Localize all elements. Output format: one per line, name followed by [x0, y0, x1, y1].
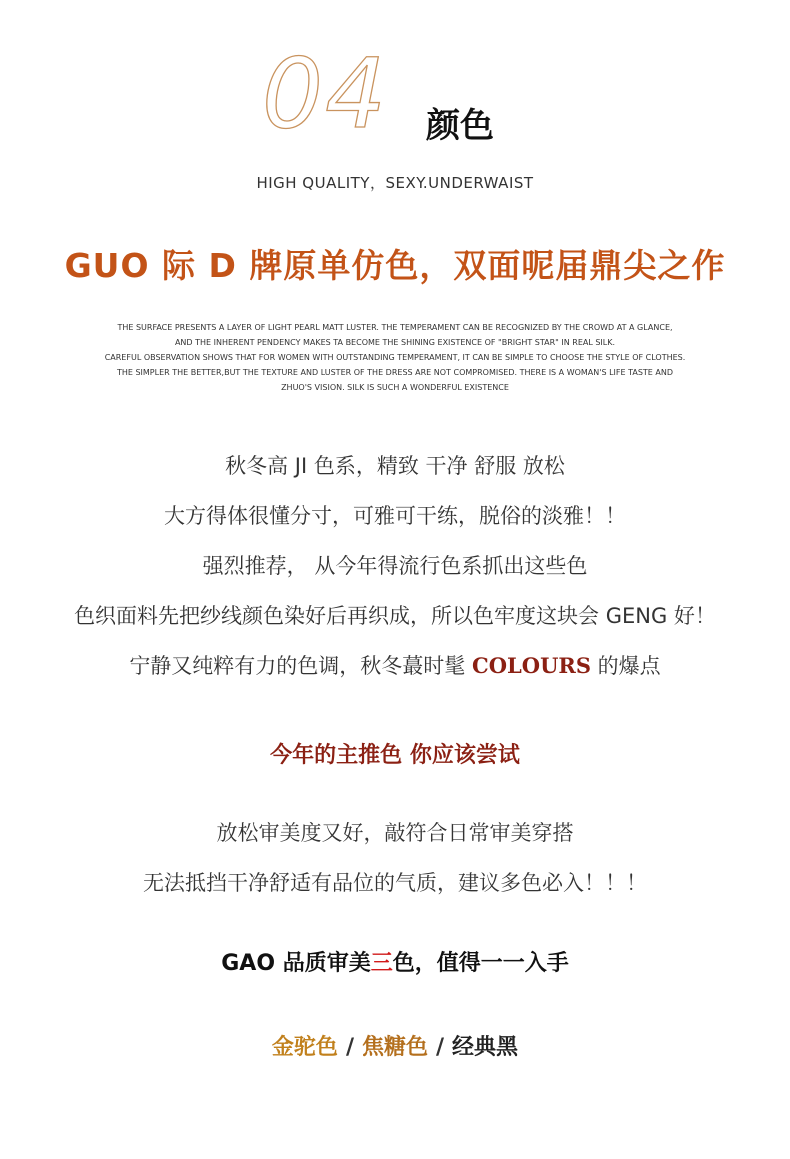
line-text: 的爆点 [591, 654, 661, 678]
section-title: 颜色 [426, 106, 494, 146]
feature-line: 无法抵挡干净舒适有品位的气质，建议多色必入！！！ [143, 871, 647, 895]
gao-line [0, 946, 790, 977]
feature-line: 秋冬高 JI 色系，精致 干净 舒服 放松 [225, 454, 565, 478]
color-gold: 金驼色 [271, 1035, 338, 1060]
feature-line: 放松审美度又好，敲符合日常审美穿搭 [216, 821, 574, 845]
separator: / [436, 1035, 445, 1060]
description-line: ZHUO'S VISION. SILK IS SUCH A WONDERFUL EXISTENCE [281, 383, 509, 392]
description-line: AND THE INHERENT PENDENCY MAKES TA BECOME THE SHINING EXISTENCE OF "BRIGHT STAR" IN REAL SILK. [174, 338, 616, 347]
section-header [0, 40, 790, 150]
feature-line-colours [0, 650, 790, 680]
sub-heading: 今年的主推色 你应该尝试 [270, 743, 520, 768]
separator: / [345, 1035, 354, 1060]
section-number: 04 [262, 38, 389, 150]
color-caramel: 焦糖色 [361, 1035, 428, 1060]
description-line: CAREFUL OBSERVATION SHOWS THAT FOR WOMEN WITH OUTSTANDING TEMPERAMENT, IT CAN BE SIMPLE TO CHOOSE THE STYLE OF CLOTHES. [104, 353, 686, 362]
subtitle-en: HIGH QUALITY，SEXY.UNDERWAIST [256, 174, 534, 192]
color-options [0, 1030, 790, 1061]
gao-text: GAO 品质审美 [221, 951, 371, 976]
gao-text: 色，值得一一入手 [392, 951, 569, 976]
description-en [0, 320, 790, 395]
feature-line: 大方得体很懂分寸，可雅可干练，脱俗的淡雅！！ [164, 504, 626, 528]
color-black: 经典黑 [452, 1035, 519, 1060]
feature-line: 强烈推荐， 从今年得流行色系抓出这些色 [202, 554, 588, 578]
headline: GUO 际 D 牌原单仿色，双面呢届鼎尖之作 [64, 246, 726, 285]
colours-highlight: COLOURS [472, 653, 591, 678]
feature-line: 色织面料先把纱线颜色染好后再织成，所以色牢度这块会 GENG 好！ [74, 604, 716, 628]
description-line: THE SIMPLER THE BETTER,BUT THE TEXTURE AND LUSTER OF THE DRESS ARE NOT COMPROMISED. THERE IS A WOMAN'S LIFE TASTE AND [116, 368, 674, 377]
line-text: 宁静又纯粹有力的色调，秋冬蕞时髦 [129, 654, 472, 678]
three-highlight: 三 [370, 951, 393, 976]
description-line: THE SURFACE PRESENTS A LAYER OF LIGHT PEARL MATT LUSTER. THE TEMPERAMENT CAN BE RECOGNIZED BY THE CROWD AT A GLANCE, [117, 323, 673, 332]
